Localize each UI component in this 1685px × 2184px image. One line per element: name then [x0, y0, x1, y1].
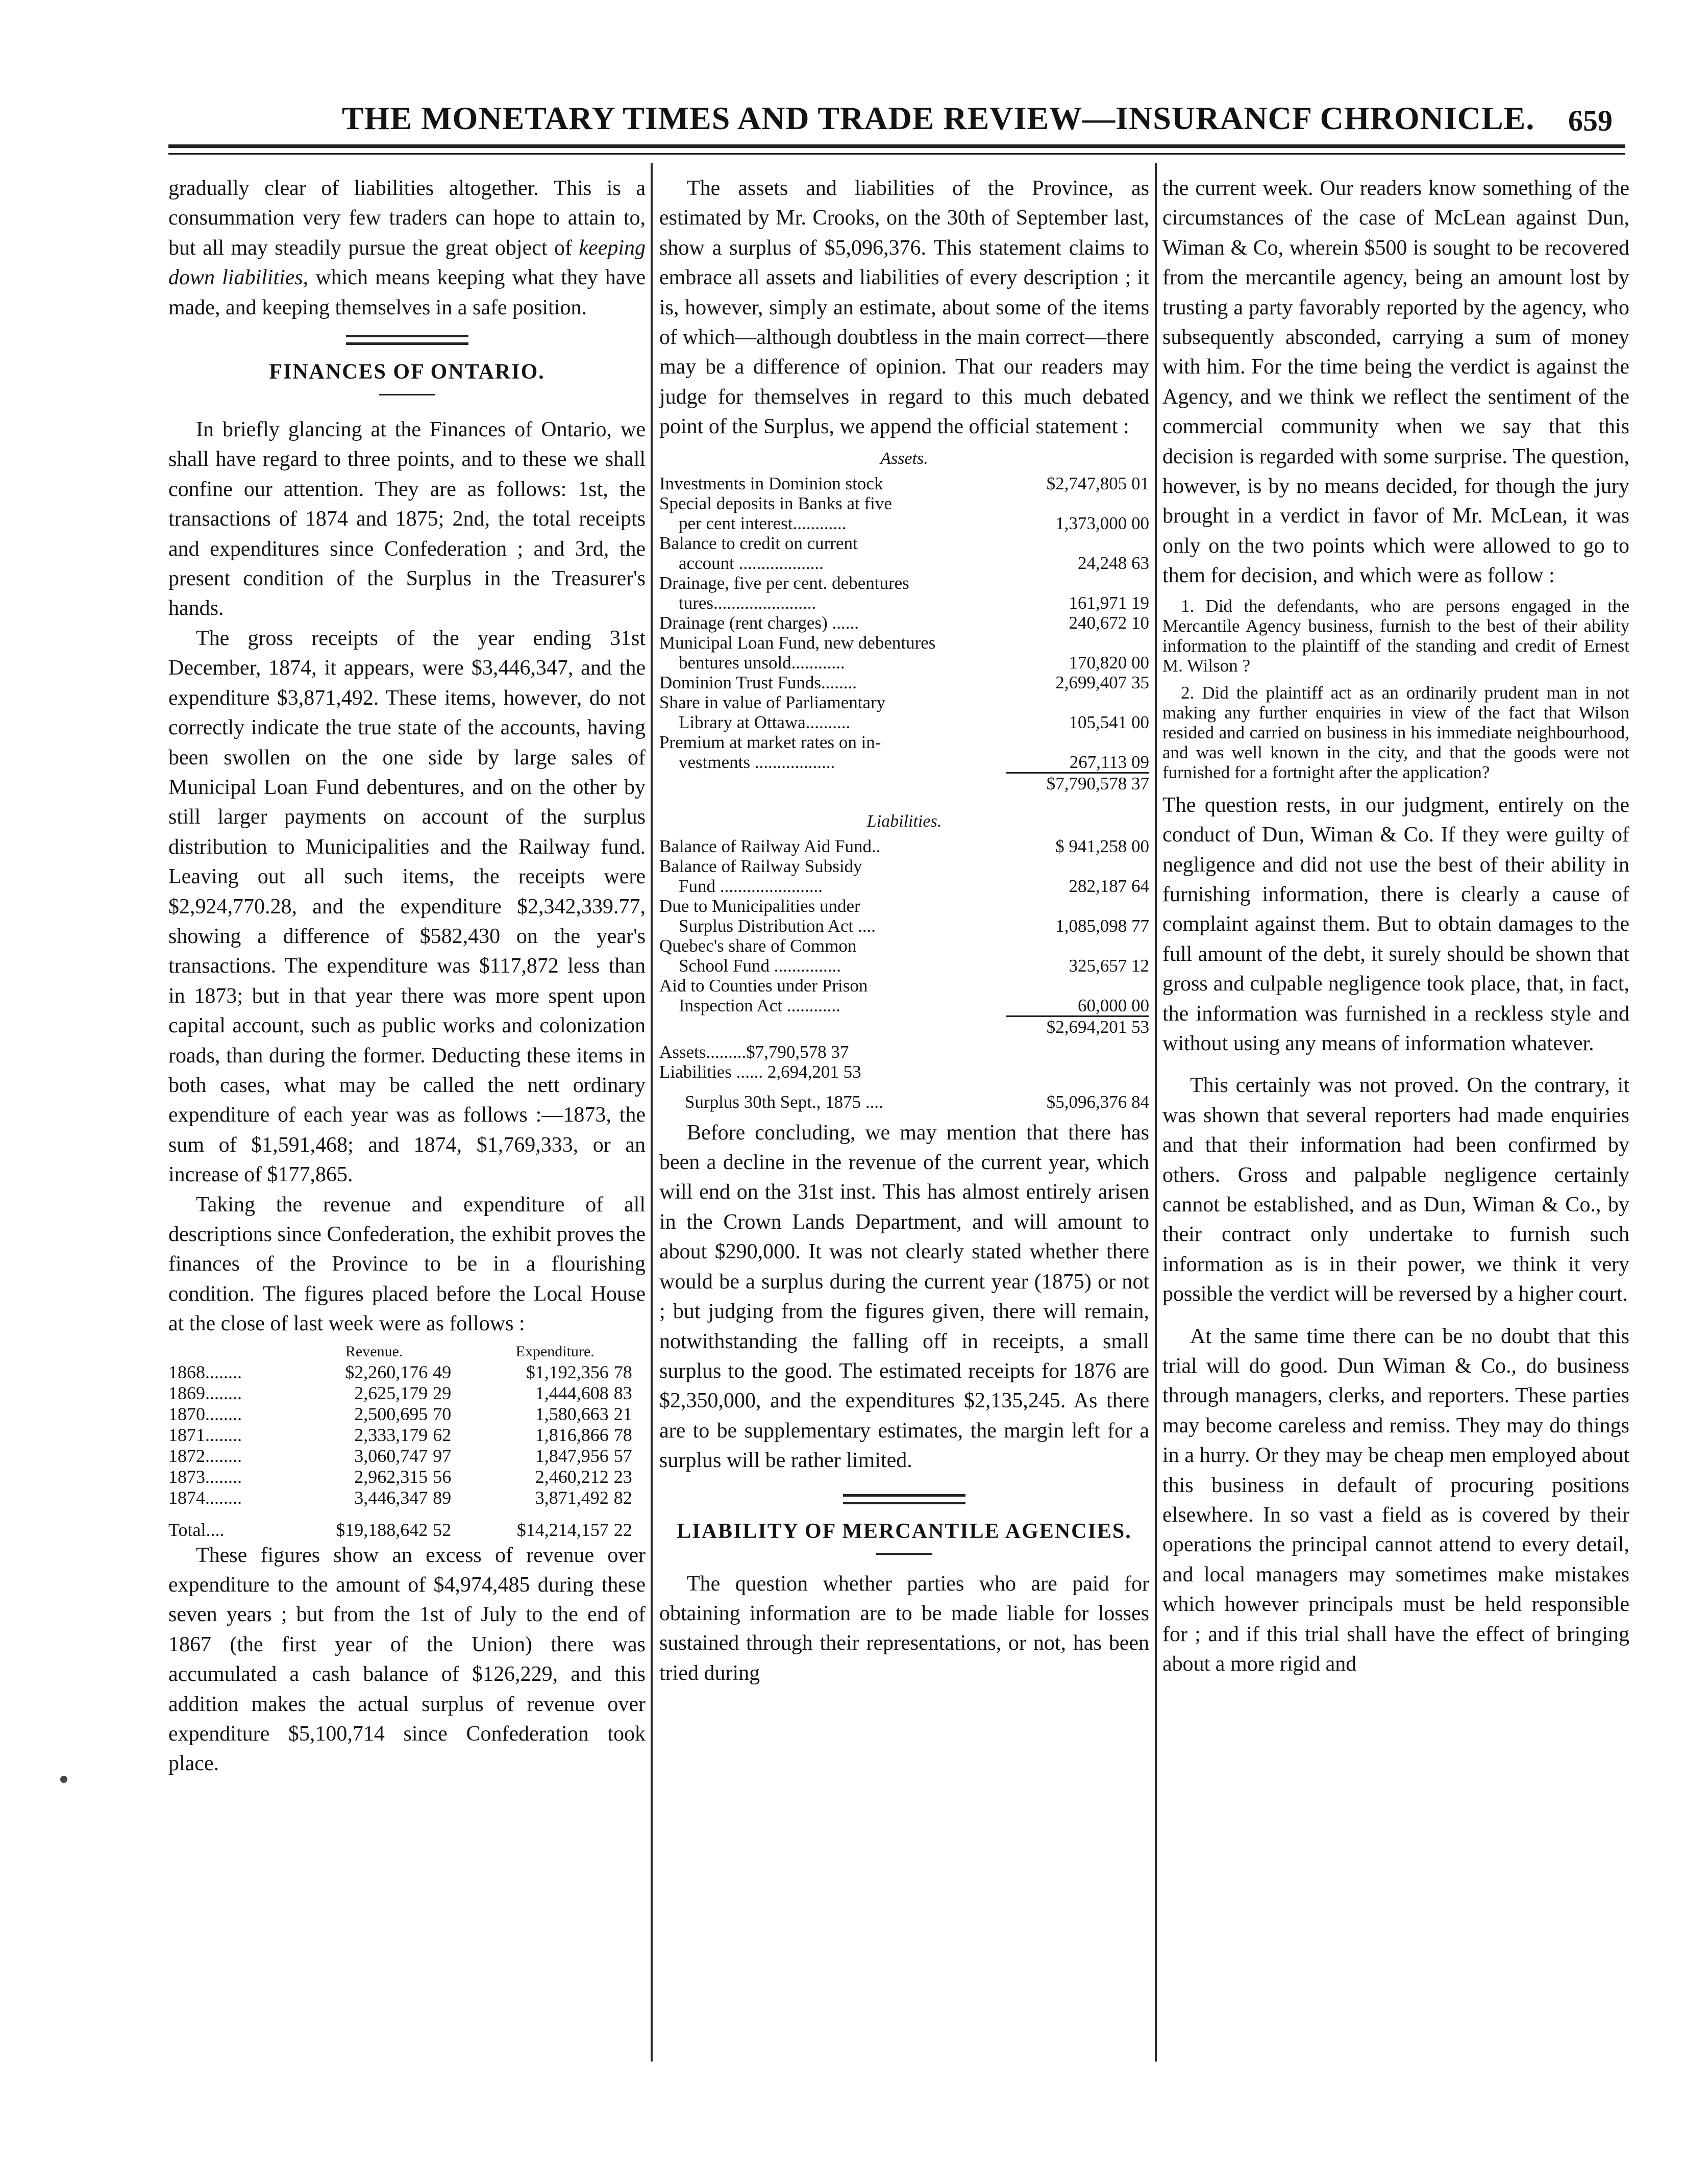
col1-intro: [168, 173, 646, 322]
section-title-finances: FINANCES OF ONTARIO.: [269, 360, 545, 384]
before-concluding-para: Before concluding, we may mention that there has been a decline in the revenue of the current year, which will end on the 31st inst. This has almost entirely arisen in the Crown Lands Department, and will amount to about $290,000. It was not clearly stated whether there would be a surplus during the current year (1875) or not ; but judging from the figures given, there will remain, notwithstanding the falling off in receipts, a small surplus to the good. The estimated receipts for 1876 are $2,350,000, and the expenditures $2,135,245. As there are to be supplementary estimates, the margin left for a surplus will be rather limited.: [659, 1121, 1149, 1473]
surplus-row: Surplus 30th Sept., 1875 .... $5,096,376 84: [685, 1091, 1149, 1112]
agency-para-1: the current week. Our readers know something of the circumstances of the case of McLean against Dun, Wiman & Co, wherein $500 is sought to be recovered from the mercantile agency, being an amount lost by trusting a party favorably reported by the agency, who subsequently absconded, carrying a sum of money with him. For the time being the verdict is against the Agency, and we think we reflect the sentiment of the commercial community when we say that this decision is regarded with some surprise. The question, however, is by no means decided, for though the jury brought in a verdict in favor of Mr. McLean, it was only on the two points which were allowed to go to them for decision, and which were as follow :: [1162, 177, 1629, 588]
column-2: [659, 173, 1149, 1688]
statement-row-cont: Library at Ottawa.......... 105,541 00: [679, 712, 1149, 732]
statement-row: Drainage (rent charges) ...... 240,672 10: [659, 612, 1149, 633]
ink-spot: [60, 1776, 67, 1783]
header-rule-thin: [168, 153, 1625, 155]
title-rule-2: [876, 1553, 932, 1555]
assets-heading: Assets.: [880, 449, 928, 468]
revenue-expenditure-table: [168, 1341, 646, 1541]
statement-row-cont: account ................... 24,248 63: [679, 553, 1149, 573]
statement-row: Due to Municipalities under: [659, 896, 860, 916]
header-rule-thick: [168, 144, 1625, 148]
column-divider-2: [1155, 163, 1157, 2062]
statement-row: Aid to Counties under Prison: [659, 975, 868, 996]
page-header: [153, 100, 1613, 140]
expenditure-header: Expenditure.: [515, 1343, 594, 1360]
statement-row: Dominion Trust Funds........ 2,699,407 35: [659, 672, 1149, 692]
summary-liabilities: Liabilities ...... 2,694,201 53: [659, 1061, 861, 1082]
rev-row: 1874........ 3,446,347 89 3,871,492 82: [168, 1487, 632, 1508]
finances-closing: These figures show an excess of revenue over expenditure to the amount of $4,974,485 during these seven years ; but from the 1st of July to the end of 1867 (the first year of the Union) there was accumulated a cash balance of $126,229, and this addition makes the actual surplus of revenue over expenditure $5,100,714 since Confederation took place.: [168, 1543, 646, 1776]
assets-total-row: $7,790,578 37: [659, 773, 1149, 793]
rev-total-row: Total.... $19,188,642 52 $14,214,157 22: [168, 1519, 632, 1540]
statement-row: Special deposits in Banks at five: [659, 493, 892, 513]
summary-assets: Assets.........$7,790,578 37: [659, 1041, 849, 1062]
rev-row: 1870........ 2,500,695 70 1,580,663 21: [168, 1403, 632, 1424]
finances-para-2: The gross receipts of the year ending 31st December, 1874, it appears, were $3,446,347, and the expenditure $3,871,492. These items, however, do not correctly indicate the true state of the accounts, having been swollen on the one side by large sales of Municipal Loan Fund debentures, and on the other by still larger payments on account of the surplus distribution to Municipalities and the Railway fund. Leaving out all such items, the receipts were $2,924,770.28, and the expenditure $2,342,339.77, showing a difference of $582,430 on the year's transactions. The expenditure was $117,872 less than in 1873; but in that year there was more spent upon capital account, such as public works and colonization roads, than during the former. Deducting these items in both cases, what may be called the nett ordinary expenditure of each year was as follows :—1873, the sum of $1,591,468; and 1874, $1,769,333, or an increase of $177,865.: [168, 626, 646, 1187]
section-rule: [346, 335, 468, 345]
statement-row-cont: School Fund ............... 325,657 12: [679, 955, 1149, 976]
question-1: 1. Did the defendants, who are persons engaged in the Mercantile Agency business, furnish to the best of their ability information to the plaintiff of the standing and credit of Ernest M. Wilson ?: [1162, 595, 1629, 676]
agency-para-3: This certainly was not proved. On the contrary, it was shown that several reporters had made enquiries and that their information had been confirmed by others. Gross and palpable negligence certainly cannot be established, and as Dun, Wiman & Co., by their contract only undertake to furnish such information as is in their power, we think it very possible the verdict will be reversed by a higher court.: [1162, 1074, 1629, 1306]
column-1: [168, 173, 646, 1779]
statement-row-cont: Inspection Act ............ 60,000 00: [679, 995, 1149, 1015]
page-number: 659: [1568, 104, 1613, 137]
agency-para-2: The question rests, in our judgment, entirely on the conduct of Dun, Wiman & Co. If they were guilty of negligence and did not use the best of their ability in furnishing information, there is clearly a cause of complaint against them. But to obtain damages to the full amount of the debt, it surely should be shown that gross and culpable negligence took place, that, in fact, the information was furnished in a reckless style and without using any means of information whatever.: [1162, 793, 1629, 1055]
statement-row: Municipal Loan Fund, new debentures: [659, 632, 936, 653]
section-title-mercantile: LIABILITY OF MERCANTILE AGENCIES.: [677, 1519, 1132, 1543]
intro-text-b: , which means keeping what they have made, and keeping themselves in a safe position.: [168, 266, 646, 319]
jury-questions: [1162, 596, 1629, 782]
intro-italic: keeping down liabilities: [168, 236, 646, 290]
finances-para-3: Taking the revenue and expenditure of all descriptions since Confederation, the exhibit proves the finances of the Province to be in a flourishing condition. The figures placed before the Local House at the close of last week were as follows :: [168, 1193, 646, 1336]
statement-row-cont: Surplus Distribution Act .... 1,085,098 77: [679, 915, 1149, 936]
statement-row: Share in value of Parliamentary: [659, 692, 886, 712]
assets-table: [659, 474, 1149, 772]
assets-intro: The assets and liabilities of the Province, as estimated by Mr. Crooks, on the 30th of September last, show a surplus of $5,096,376. This statement claims to embrace all assets and liabilities of every description ; it is, however, simply an estimate, about some of the items of which—although doubtless in the main correct—there may be a difference of opinion. That our readers may judge for themselves in regard to this much debated point of the Surplus, we append the official statement :: [659, 177, 1149, 439]
rev-row: 1869........ 2,625,179 29 1,444,608 83: [168, 1382, 632, 1403]
agency-para-4: At the same time there can be no doubt that this trial will do good. Dun Wiman & Co., do business through managers, clerks, and reporters. These parties may become careless and remiss. They may do things in a hurry. Or they may be cheap men employed about this business in default of procuring positions elsewhere. In so vast a field as is covered by their operations the principal cannot attend to every detail, and local managers may sometimes make mistakes which however principals must be held responsible for ; and if this trial shall have the effect of bringing about a more rigid and: [1162, 1324, 1629, 1676]
liabilities-total-row: $2,694,201 53: [659, 1016, 1149, 1037]
column-divider-1: [651, 163, 653, 2062]
liabilities-table: [659, 836, 1149, 1015]
statement-row: Premium at market rates on in-: [659, 732, 881, 752]
statement-row: Quebec's share of Common: [659, 935, 857, 956]
statement-row-cont: tures....................... 161,971 19: [679, 592, 1149, 613]
statement-row: Balance to credit on current: [659, 533, 858, 553]
statement-row: Investments in Dominion stock $2,747,805 01: [659, 473, 1149, 493]
rev-row: 1868........ $2,260,176 49 $1,192,356 78: [168, 1361, 632, 1382]
statement-row: Drainage, five per cent. debentures: [659, 573, 909, 593]
mercantile-para-1: The question whether parties who are paid for obtaining information are to be made liable for losses sustained through their representations, or not, has been tried during: [659, 1572, 1149, 1685]
intro-text-a: gradually clear of liabilities altogether. This is a consummation very few traders can hope to attain to, but all may steadily pursue the great object of: [168, 177, 646, 260]
liabilities-heading: Liabilities.: [866, 811, 942, 831]
revenue-header: Revenue.: [345, 1343, 403, 1360]
statement-row: Balance of Railway Aid Fund.. $ 941,258 00: [659, 836, 1149, 856]
journal-title: THE MONETARY TIMES AND TRADE REVIEW—INSURANCF CHRONICLE.: [342, 100, 1535, 136]
section-rule-2: [843, 1494, 965, 1504]
title-rule: [379, 394, 435, 395]
statement-row-cont: per cent interest............ 1,373,000 00: [679, 513, 1149, 533]
statement-row-cont: bentures unsold............ 170,820 00: [679, 652, 1149, 673]
rev-row: 1873........ 2,962,315 56 2,460,212 23: [168, 1466, 632, 1487]
question-2: 2. Did the plaintiff act as an ordinarily prudent man in not making any further enquiries in view of the fact that Wilson resided and carried on business in his immediate neighbourhood, and was well known in the city, and that the goods were not furnished for a fortnight after the application?: [1162, 682, 1629, 782]
statement-row-cont: Fund ....................... 282,187 64: [679, 876, 1149, 896]
rev-row: 1871........ 2,333,179 62 1,816,866 78: [168, 1424, 632, 1445]
statement-row-cont: vestments .................. 267,113 09: [679, 752, 1149, 772]
statement-row: Balance of Railway Subsidy: [659, 856, 862, 876]
finances-para-1: In briefly glancing at the Finances of Ontario, we shall have regard to three points, and to these we shall confine our attention. They are as follows: 1st, the transactions of 1874 and 1875; 2nd, the total receipts and expenditures since Confederation ; and 3rd, the present condition of the Surplus in the Treasurer's hands.: [168, 418, 646, 621]
column-3: [1162, 173, 1629, 1679]
rev-row: 1872........ 3,060,747 97 1,847,956 57: [168, 1445, 632, 1466]
